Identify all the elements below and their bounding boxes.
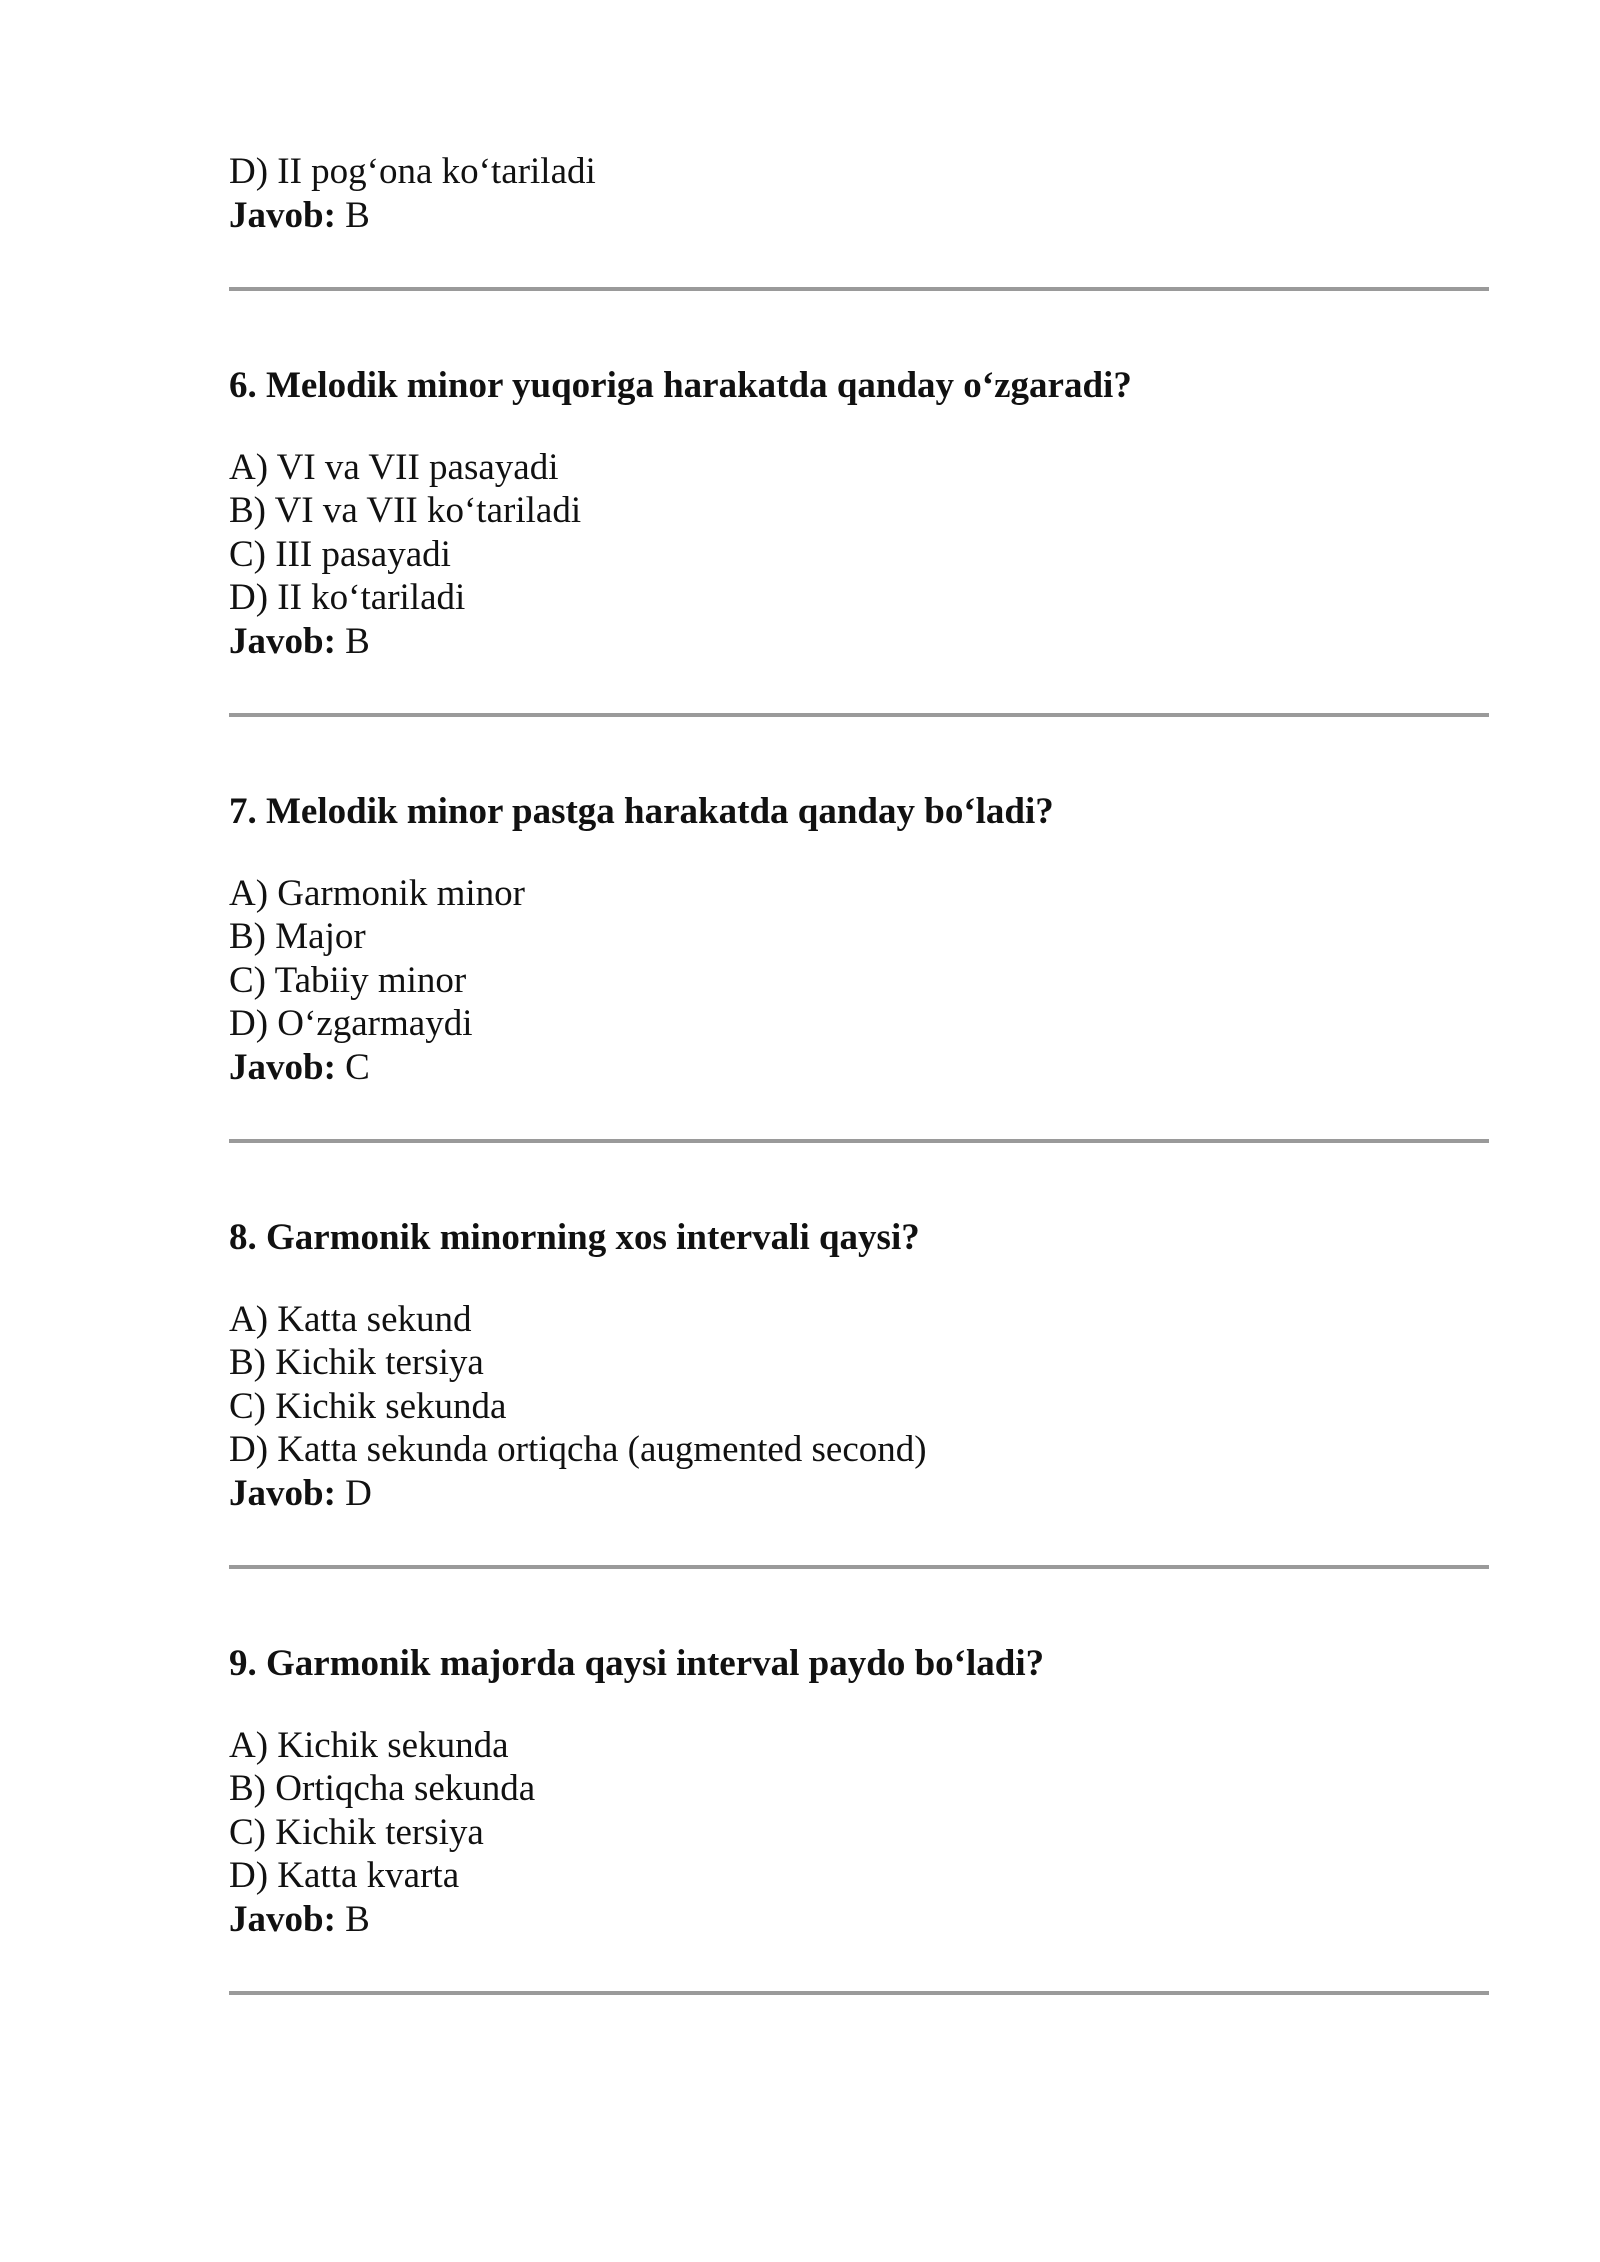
answer-label: Javob: xyxy=(229,194,336,236)
answer-label: Javob: xyxy=(229,1898,336,1940)
option-d: D) Katta kvarta xyxy=(229,1855,460,1896)
answer-line xyxy=(229,194,1489,238)
option-a: A) Kichik sekunda xyxy=(229,1724,509,1766)
option-c: C) Kichik tersiya xyxy=(229,1811,484,1853)
option-c: C) Kichik sekunda xyxy=(229,1385,507,1427)
answer-label: Javob: xyxy=(229,620,336,662)
answer-value: D xyxy=(335,1472,372,1514)
option-b: B) VI va VII ko‘tariladi xyxy=(229,490,582,531)
question-title: 7. Melodik minor pastga harakatda qanday bo‘ladi? xyxy=(229,791,1054,832)
question-title: 6. Melodik minor yuqoriga harakatda qanday o‘zgaradi? xyxy=(229,365,1132,406)
answer-value: C xyxy=(335,1046,370,1088)
question-title: 9. Garmonik majorda qaysi interval paydo bo‘ladi? xyxy=(229,1643,1045,1684)
answer-line xyxy=(229,1472,1489,1516)
question-6 xyxy=(229,364,1489,663)
answer-value: B xyxy=(335,1898,370,1940)
question-7 xyxy=(229,790,1489,1089)
answer-value: B xyxy=(335,620,370,662)
option-b: B) Major xyxy=(229,916,366,957)
option-a: A) Katta sekund xyxy=(229,1298,472,1340)
answer-label: Javob: xyxy=(229,1046,336,1088)
option-b: B) Ortiqcha sekunda xyxy=(229,1768,536,1809)
question-5-tail xyxy=(229,150,1489,237)
option-d: D) Katta sekunda ortiqcha (augmented second) xyxy=(229,1429,927,1470)
divider xyxy=(229,1991,1489,1995)
option-a: A) VI va VII pasayadi xyxy=(229,446,559,488)
question-title: 8. Garmonik minorning xos intervali qaysi? xyxy=(229,1217,920,1258)
option-d: D) II pog‘ona ko‘tariladi xyxy=(229,151,596,192)
option-a: A) Garmonik minor xyxy=(229,872,525,914)
question-8 xyxy=(229,1216,1489,1515)
answer-line xyxy=(229,1046,1489,1090)
question-9 xyxy=(229,1642,1489,1941)
option-b: B) Kichik tersiya xyxy=(229,1342,484,1383)
option-d: D) II ko‘tariladi xyxy=(229,577,466,618)
answer-line xyxy=(229,620,1489,664)
option-d: D) O‘zgarmaydi xyxy=(229,1003,473,1044)
document-page xyxy=(229,150,1489,1995)
answer-value: B xyxy=(335,194,370,236)
answer-label: Javob: xyxy=(229,1472,336,1514)
option-c: C) Tabiiy minor xyxy=(229,959,467,1001)
answer-line xyxy=(229,1898,1489,1942)
option-c: C) III pasayadi xyxy=(229,533,451,575)
